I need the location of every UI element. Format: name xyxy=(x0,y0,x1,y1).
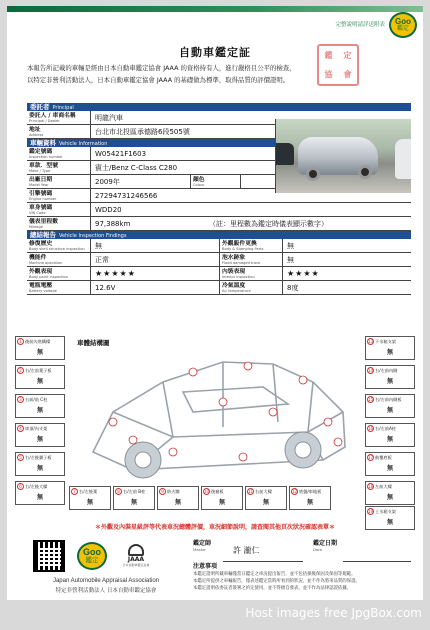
finding-value: ★★★★ xyxy=(287,269,320,278)
label-zh: 泡水跡象 xyxy=(222,254,246,261)
note-line: 本鑑定證明所載車輛僅當日鑑定之車況提出報告，並不包括損後保固及保固等規範。 xyxy=(193,572,356,577)
label-zh: 地址 xyxy=(29,126,41,133)
appraiser-label xyxy=(193,538,211,558)
field-label xyxy=(27,217,91,230)
part-number: 14 xyxy=(368,368,374,373)
info-tables xyxy=(27,103,411,295)
part-number: 12 xyxy=(292,489,298,494)
label-en: Body shell structure inspection xyxy=(29,246,85,251)
address-value: 台北市北投區承德路6段505號 xyxy=(95,127,190,136)
field-label xyxy=(27,111,91,124)
body-part-box xyxy=(69,486,111,510)
goo-logo-text: Goo xyxy=(83,547,101,557)
part-result: 無 xyxy=(86,499,93,506)
goo-footer-logo xyxy=(77,542,107,570)
label-en: Principal / Dealer xyxy=(29,118,60,123)
part-result: 無 xyxy=(36,436,43,443)
field-label xyxy=(27,239,91,252)
label-zh: 外觀鈑件更換 xyxy=(222,240,257,247)
label-zh: 顏色 xyxy=(193,176,205,183)
body-part-box xyxy=(15,365,65,389)
red-seal-stamp xyxy=(317,44,359,86)
part-result: 無 xyxy=(36,378,43,385)
body-part-box xyxy=(113,486,155,510)
label-zh: 內裝表現 xyxy=(222,268,246,275)
part-result: 無 xyxy=(386,519,393,526)
findings-row xyxy=(27,281,411,295)
part-number: 17 xyxy=(368,455,374,460)
body-part-box xyxy=(365,336,415,360)
part-name: 下水箱支架 xyxy=(375,338,396,344)
body-part-box xyxy=(15,394,65,418)
part-name: 右/左後大樑 xyxy=(25,483,48,489)
label-en: Body & Stamping Parts xyxy=(222,246,264,251)
part-name: 右/左後翼子板 xyxy=(25,454,52,460)
label-en: Engine number xyxy=(29,196,57,201)
field-label xyxy=(27,203,91,216)
findings-row xyxy=(27,253,411,267)
part-label xyxy=(70,487,110,496)
intro-line: 本報告所記載的車輛是經由日本自動車鑑定協會 JAAA 的資格持有人，進行嚴格且公平的檢查， xyxy=(27,64,296,72)
make-type-value: 賓士/Benz C-Class C280 xyxy=(95,163,178,172)
body-part-box xyxy=(245,486,287,510)
finding-value: 12.6V xyxy=(95,283,116,292)
section-title-en: Vehicle Inspection Findings xyxy=(59,233,127,239)
part-result: 無 xyxy=(262,499,269,506)
field-label xyxy=(219,281,283,294)
body-part-box xyxy=(201,486,243,510)
label-zh: 出廠日期 xyxy=(29,176,53,183)
part-result: 無 xyxy=(218,499,225,506)
part-number: 13 xyxy=(368,339,374,344)
finding-value: 正常 xyxy=(95,255,109,264)
part-name: 右/左後葉 xyxy=(79,488,98,494)
body-part-box xyxy=(15,481,65,505)
date-label xyxy=(313,538,337,558)
note-line: 本鑑定所提供之車輛報告，僅表述鑑定當時所看到的狀況，並不作為將來品質的保證。 xyxy=(193,579,360,584)
part-label xyxy=(290,487,330,496)
finding-value: 無 xyxy=(95,241,102,250)
body-part-box xyxy=(15,423,65,447)
association-name-en: Japan Automobile Appraisal Association xyxy=(52,578,160,584)
part-number: 9 xyxy=(159,488,166,495)
part-result: 無 xyxy=(386,407,393,414)
photo-dark-car xyxy=(276,143,294,165)
mileage-value: 97,388km xyxy=(95,219,131,228)
finding-value: ★★★★★ xyxy=(95,269,136,278)
part-name: 防火牆 xyxy=(167,488,180,494)
body-part-box xyxy=(365,481,415,505)
part-result: 無 xyxy=(36,407,43,414)
top-accent-bar xyxy=(7,6,423,12)
part-number: 5 xyxy=(17,454,24,461)
mileage-note: （註：里程數為鑑定時儀表顯示數字） xyxy=(209,219,328,228)
header-note: 完整說明請詳送附表 xyxy=(335,22,385,28)
part-number: 4 xyxy=(17,425,24,432)
finding-value: 無 xyxy=(287,241,294,250)
part-number: 6 xyxy=(17,483,24,490)
findings-row xyxy=(27,239,411,253)
part-result: 無 xyxy=(386,436,393,443)
vin-row xyxy=(27,203,411,217)
part-number: 18 xyxy=(368,484,374,489)
part-result: 無 xyxy=(174,499,181,506)
field-label xyxy=(27,189,91,202)
part-name: 右前/前 C柱 xyxy=(25,396,48,402)
finding-value: 無 xyxy=(287,255,294,264)
part-name: 底盤/車地板 xyxy=(299,488,322,494)
part-label xyxy=(16,337,64,346)
body-part-box xyxy=(15,336,65,360)
section-title-en: Principal xyxy=(52,105,74,111)
label-en: VIN Code xyxy=(29,210,46,215)
label-zh: 車身號碼 xyxy=(29,204,53,211)
vehicle-section-header xyxy=(27,139,275,147)
part-result: 無 xyxy=(130,499,137,506)
field-label xyxy=(27,281,91,294)
goo-logo-subtext: 鑑定 xyxy=(85,557,99,564)
part-label xyxy=(366,366,414,375)
part-result: 無 xyxy=(386,378,393,385)
part-label xyxy=(16,453,64,462)
section-title-zh: 總結報告 xyxy=(30,231,56,239)
date-label-en: Date xyxy=(313,547,323,552)
part-name: 左前大樑 xyxy=(375,483,392,489)
field-label xyxy=(219,253,283,266)
body-part-box xyxy=(15,452,65,476)
label-zh: 外觀表現 xyxy=(29,268,53,275)
body-part-box xyxy=(365,452,415,476)
seal-char: 協 xyxy=(324,70,333,79)
body-part-box xyxy=(289,486,331,510)
body-part-box xyxy=(157,486,199,510)
label-en: Air temperature xyxy=(222,288,251,293)
findings-section-header xyxy=(27,231,411,239)
part-label xyxy=(246,487,286,496)
photo-wheel xyxy=(306,167,320,181)
part-label xyxy=(158,487,198,496)
label-en: Battery voltage xyxy=(29,288,57,293)
part-number: 8 xyxy=(115,488,122,495)
label-zh: 鑑定號碼 xyxy=(29,148,53,155)
principal-dealer-row xyxy=(27,111,275,125)
label-en: Mileage xyxy=(29,224,44,229)
body-part-box xyxy=(365,394,415,418)
finding-value: 8度 xyxy=(287,283,299,292)
appraiser-label-zh: 鑑定師 xyxy=(193,540,212,547)
vehicle-photo xyxy=(275,119,411,193)
part-number: 11 xyxy=(248,489,254,494)
label-zh: 修復歷史 xyxy=(29,240,53,247)
label-en: Body paint inspection xyxy=(29,274,69,279)
label-zh: 委託人 / 車商名稱 xyxy=(29,112,76,119)
label-zh: 車款．型號 xyxy=(29,162,58,169)
inspection-number-row xyxy=(27,147,275,161)
part-number: 10 xyxy=(204,489,210,494)
intro-line: 以特定非營利活動法人，日本自動車鑑定協會 JAAA 的基礎做為標準，取得品質的評價證明。 xyxy=(27,76,290,84)
part-label xyxy=(366,482,414,491)
field-label xyxy=(27,147,91,160)
part-result: 無 xyxy=(36,494,43,501)
jaaa-emblem xyxy=(128,544,144,556)
part-result: 無 xyxy=(306,499,313,506)
jaaa-text: JAAA xyxy=(127,556,145,563)
make-type-row xyxy=(27,161,275,175)
notes-title: 注意事項 xyxy=(193,563,218,570)
section-title-zh: 車輛資料 xyxy=(30,139,56,147)
association-name-zh: 特定非營利活動法人 日本自動車鑑定協會 xyxy=(55,588,157,594)
jaaa-logo xyxy=(121,544,151,570)
label-en: Make / Type xyxy=(29,168,51,173)
part-result: 無 xyxy=(36,465,43,472)
part-result: 無 xyxy=(386,349,393,356)
part-label xyxy=(366,395,414,404)
part-label xyxy=(114,487,154,496)
seal-char: 會 xyxy=(343,70,352,79)
field-label xyxy=(27,175,91,188)
goo-logo-badge xyxy=(389,12,417,38)
part-number: 3 xyxy=(17,396,24,403)
signature-block xyxy=(193,538,413,562)
part-name: 後前內底構樑 xyxy=(25,338,51,344)
findings-row xyxy=(27,267,411,281)
engine-number-value: 27294731246566 xyxy=(95,191,158,200)
notes-section xyxy=(193,562,415,592)
model-year-value: 2009年 xyxy=(91,175,191,188)
photo-white-car xyxy=(395,139,411,179)
label-en: Address xyxy=(29,132,44,137)
part-label xyxy=(366,337,414,346)
label-zh: 儀表里程數 xyxy=(29,218,58,225)
mileage-row xyxy=(27,217,411,231)
part-label xyxy=(366,507,414,516)
photo-wheel xyxy=(358,165,372,179)
part-number: 16 xyxy=(368,426,374,431)
body-part-box xyxy=(365,423,415,447)
field-label xyxy=(191,175,241,188)
part-number: 19 xyxy=(368,509,374,514)
label-en: Machine operation xyxy=(29,260,63,265)
label-en: Inspection number xyxy=(29,154,63,159)
field-label xyxy=(27,161,91,174)
label-zh: 機能件 xyxy=(29,254,47,261)
part-label xyxy=(16,395,64,404)
part-number: 1 xyxy=(17,338,24,345)
association-footer xyxy=(21,538,181,600)
part-name: 車頂/內支架 xyxy=(25,425,48,431)
part-label xyxy=(202,487,242,496)
jaaa-subtext: 日本自動車鑑定協會 xyxy=(122,563,150,567)
findings-rows xyxy=(27,239,411,295)
part-label xyxy=(366,424,414,433)
part-label xyxy=(16,366,64,375)
dealer-name-value: 明龍汽車 xyxy=(95,113,123,122)
part-result: 無 xyxy=(386,465,393,472)
car-frame-illustration xyxy=(73,342,363,492)
host-watermark-bar xyxy=(0,602,430,630)
principal-address-row xyxy=(27,125,275,139)
label-zh: 冷氣溫度 xyxy=(222,282,246,289)
body-structure-diagram xyxy=(13,328,417,524)
qr-code xyxy=(33,540,65,572)
part-name: 右/左前內側板 xyxy=(375,396,402,402)
part-result: 無 xyxy=(386,494,393,501)
inspection-number-value: W05421F1603 xyxy=(95,149,147,158)
part-result: 無 xyxy=(36,349,43,356)
goo-logo-subtext: 鑑定 xyxy=(396,25,409,32)
section-title-en: Vehicle Information xyxy=(59,141,108,147)
field-label xyxy=(219,239,283,252)
appraiser-label-en: Master xyxy=(193,547,206,552)
part-label xyxy=(366,453,414,462)
part-name: 右/左前內側 xyxy=(375,367,398,373)
label-en: Colour xyxy=(193,182,205,187)
date-label-zh: 鑑定日期 xyxy=(313,540,338,547)
part-number: 15 xyxy=(368,397,374,402)
field-label xyxy=(219,267,283,280)
part-number: 2 xyxy=(17,367,24,374)
label-zh: 引擎號碼 xyxy=(29,190,53,197)
principal-section-header xyxy=(27,103,411,111)
field-label xyxy=(27,125,91,138)
vin-value: WDD20 xyxy=(95,205,122,214)
label-en: Flood damaged trace xyxy=(222,260,261,265)
body-part-box xyxy=(365,365,415,389)
part-name: 右/左前葉子板 xyxy=(25,367,52,373)
label-en: Model Year xyxy=(29,182,49,187)
diagram-title: 車體結構圖 xyxy=(77,339,110,347)
page-title: 自動車鑑定証 xyxy=(179,46,251,59)
label-en: Interior inspection xyxy=(222,274,255,279)
seal-char: 鑑 xyxy=(324,51,333,60)
label-zh: 電瓶電壓 xyxy=(29,282,53,289)
field-label xyxy=(27,253,91,266)
part-number: 7 xyxy=(71,488,78,495)
part-name: 鼓覆底板 xyxy=(375,454,392,460)
part-name: 右前大樑 xyxy=(255,488,272,494)
field-label xyxy=(27,267,91,280)
goo-logo-text: Goo xyxy=(395,16,411,26)
part-name: 後箱板 xyxy=(211,488,224,494)
appraiser-name: 許 瀧仁 xyxy=(233,546,260,555)
host-watermark-text: Host images free JpgBox.com xyxy=(245,606,422,620)
star-rating-warning: ＊外觀及內裝星級評等代表車況總體評價，車況細節說明，請查閱其他頁次狀況確認表單＊ xyxy=(94,524,335,531)
note-line: 本鑑定證明依委託者簽署之約定使用，並不得擅自發表，並不作為法律認證依據。 xyxy=(193,586,352,591)
part-label xyxy=(16,482,64,491)
part-label xyxy=(16,424,64,433)
part-name: 右/左前A柱 xyxy=(375,425,397,431)
part-name: 上水箱支架 xyxy=(375,508,396,514)
certificate-page xyxy=(7,6,423,600)
seal-char: 定 xyxy=(343,51,352,60)
section-title-zh: 委託者 xyxy=(30,103,50,111)
part-name: 右/左前 B柱 xyxy=(123,488,146,494)
